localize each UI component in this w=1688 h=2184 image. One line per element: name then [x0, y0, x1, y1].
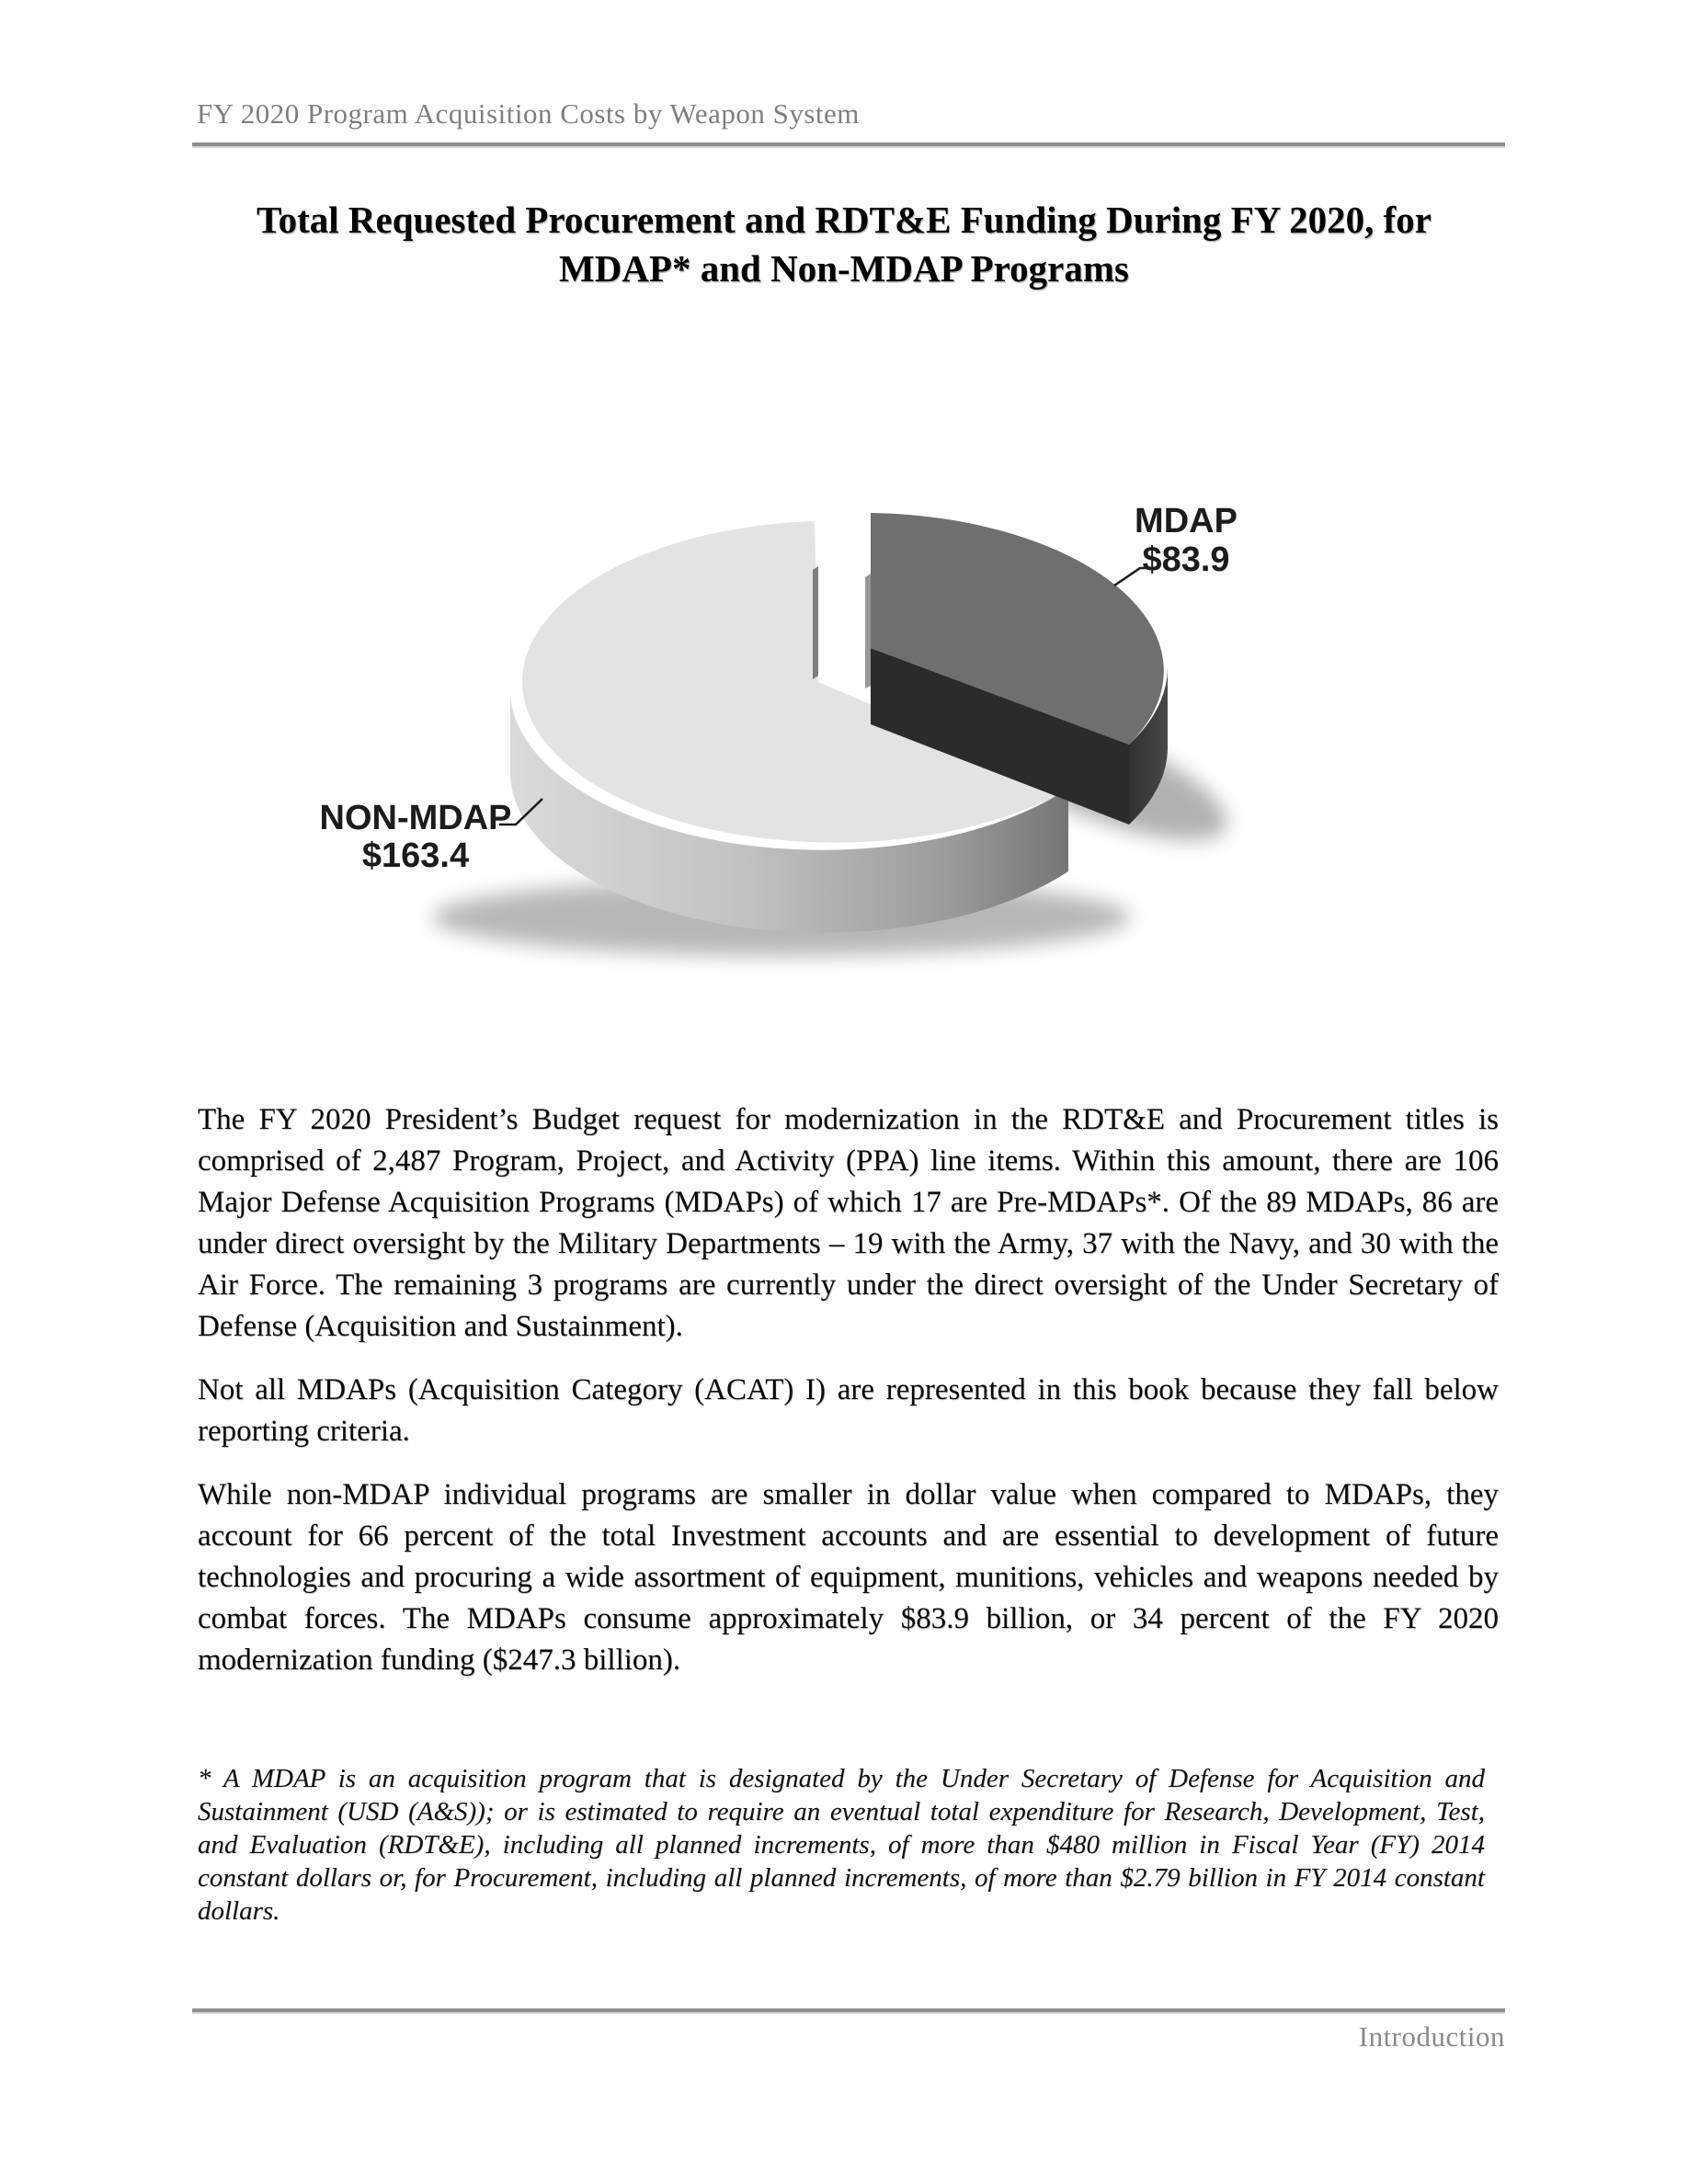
body-text: [198, 1099, 1499, 1703]
pie-chart: [0, 478, 1688, 1011]
body-paragraph-1: The FY 2020 President’s Budget request for modernization in the RDT&E and Procurement titles is comprised of 2,487 Program, Project, and Activity (PPA) line items. Within this amount, there are 106 Major Defense Acquisition Programs (MDAPs) of which 17 are Pre-MDAPs*. Of the 89 MDAPs, 86 are under direct oversight by the Military Departments – 19 with the Army, 37 with the Navy, and 30 with the Air Force. The remaining 3 programs are currently under the direct oversight of the Under Secretary of Defense (Acquisition and Sustainment).: [198, 1103, 1499, 1343]
body-paragraph-2: Not all MDAPs (Acquisition Category (ACAT) I) are represented in this book because they fall below reporting criteria.: [198, 1373, 1499, 1448]
footer-section-label: Introduction: [1358, 2020, 1505, 2053]
pie-chart-svg: [0, 478, 1688, 1011]
page-title-line2: MDAP* and Non-MDAP Programs: [559, 247, 1129, 290]
mdap-value-label: $83.9: [1142, 540, 1230, 579]
mdap-label: MDAP: [1135, 502, 1237, 540]
page-title: [108, 196, 1580, 293]
nonmdap-value-label: $163.4: [361, 836, 470, 875]
header-rule: [192, 142, 1505, 146]
mdap-definition-footnote: * A MDAP is an acquisition program that is designated by the Under Secretary of Defense for Acquisition and Sustainment (USD (A&S)); or is estimated to require an eventual total expenditure for Research, Development, Test, and Evaluation (RDT&E), including all planned increments, of more than $480 million in Fiscal Year (FY) 2014 constant dollars or, for Procurement, including all planned increments, of more than $2.79 billion in FY 2014 constant dollars.: [198, 1764, 1485, 1926]
body-paragraph-3: While non-MDAP individual programs are smaller in dollar value when compared to MDAPs, they account for 66 percent of the total Investment accounts and are essential to development of future technologies and procuring a wide assortment of equipment, munitions, vehicles and weapons needed by combat forces. The MDAPs consume approximately $83.9 billion, or 34 percent of the FY 2020 modernization funding ($247.3 billion).: [198, 1478, 1499, 1677]
pie-slice-mdap-cutface-left: [865, 574, 871, 688]
footer-rule: [192, 2008, 1505, 2012]
nonmdap-label: NON-MDAP: [319, 799, 512, 837]
page-header: FY 2020 Program Acquisition Costs by Weapon System: [197, 97, 860, 130]
pie-slice-nonmdap-cutface: [813, 566, 818, 679]
page-title-line1: Total Requested Procurement and RDT&E Funding During FY 2020, for: [257, 199, 1431, 241]
